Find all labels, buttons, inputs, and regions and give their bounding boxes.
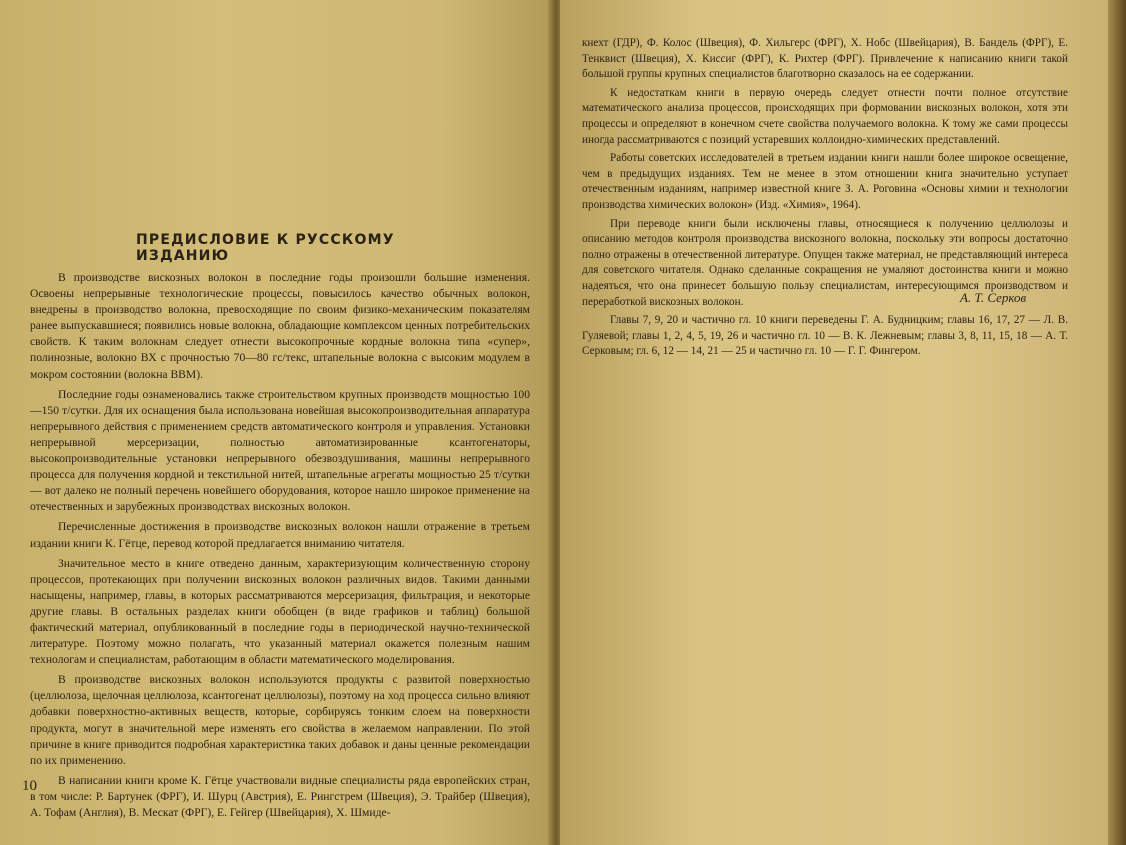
page-number: 10 — [22, 778, 37, 794]
paragraph: К недостаткам книги в первую очередь следует отнести почти полное отсутствие математического анализа процессов, происходящих при формовании вискозных волокон, хотя эти процессы и определяют в конечном счете свойства получаемого волокна. К тому же сами процессы иногда рассматриваются с позиций устаревших коллоидно-химических представлений. — [582, 86, 1068, 146]
paragraph: Значительное место в книге отведено данным, характеризующим количественную сторону процессов, протекающих при получении вискозных волокон различных видов. Такими данными насыщены, например, главы, в которых рассматриваются мерсеризация, фильтрация, и некоторые другие главы. В остальных разделах книги обобщен (в виде графиков и таблиц) большой фактический материал, опубликованный в последние годы в периодической научно-технической литературе. Поэтому можно полагать, что указанный материал окажется полезным нашим технологам и специалистам, работающим в области математического моделирования. — [30, 556, 530, 667]
book-edge — [1108, 0, 1126, 845]
paragraph: Работы советских исследователей в третьем издании книги нашли более широкое освещение, чем в предыдущих изданиях. Тем не менее в этом отношении книга значительно уступает отечественным изданиям, например известной книге З. А. Роговина «Основы химии и технологии производства химических волокон» (Изд. «Химия», 1964). — [582, 152, 1068, 211]
paragraph: кнехт (ГДР), Ф. Колос (Швеция), Ф. Хильгерс (ФРГ), Х. Нобс (Швейцария), В. Бандель (ФРГ), Е. Тенквист (Швеция), Х. Киссиг (ФРГ), К. Рихтер (ФРГ). Привлечение к написанию книги такой большой группы крупных специалистов благотворно сказалось на ее содержании. — [582, 37, 1068, 81]
paragraph: Главы 7, 9, 20 и частично гл. 10 книги переведены Г. А. Будницким; главы 16, 17, 27 — Л. В. Гуляевой; главы 1, 2, 4, 5, 19, 26 и частично гл. 10 — В. К. Лежневым; главы 3, 8, 11, 15, 18 — А. Т. Серковым; гл. 6, 12 — 14, 21 — 25 и частично гл. 10 — Г. Г. Фингером. — [582, 314, 1068, 358]
paragraph: Последние годы ознаменовались также строительством крупных производств мощностью 100—150 т/сутки. Для их оснащения была использована новейшая высокопроизводительная аппаратура непрерывного действия с применением средств автоматического контроля и управления. Установки непрерывной мерсеризации, полностью автоматизированные ксантогенаторы, высокопроизводительные установки непрерывного обезвоздушивания, машины непрерывного процесса для получения кордной и текстильной нитей, штапельные агрегаты мощностью 25 т/сутки — вот далеко не полный перечень новейшего оборудования, которое нашло широкое применение на отечественных и зарубежных производствах вискозных волокон. — [30, 387, 530, 514]
page-heading: ПРЕДИСЛОВИЕ К РУССКОМУ ИЗДАНИЮ — [136, 232, 395, 264]
paragraph: При переводе книги были исключены главы, относящиеся к получению целлюлозы и описанию методов контроля производства вискозного волокна, поскольку эти вопросы достаточно полно отражены в отечественной литературе. Опущен также материал, не представляющий интереса для советского читателя. Однако сделанные сокращения не умаляют достоинства книги и можно надеяться, что она принесет большую пользу специалистам, интересующимся производством и переработкой вискозных волокон. — [582, 217, 1068, 308]
author-signature: А. Т. Серков — [960, 290, 1027, 305]
paragraph: В производстве вискозных волокон в последние годы произошли большие изменения. Освоены непрерывные технологические процессы, повысилось качество обычных волокон, внедрены в производство волокна, превосходящие по своим физико-механическим показателям ранее выпускавшиеся; появились новые волокна, обладающие комплексом ценных потребительских свойств. К таким волокнам следует отнести высокопрочные кордные волокна типа «супер», полинозные, волокно ВХ с прочностью 70—80 гс/текс, штапельные волокна с высоким модулем в мокром состоянии (волокна ВВМ). — [30, 271, 530, 381]
right-page — [560, 0, 1112, 845]
paragraph: В написании книги кроме К. Гётце участвовали видные специалисты ряда европейских стран, в том числе: Р. Бартунек (ФРГ), И. Шурц (Австрия), Е. Рингстрем (Швеция), Э. Трайбер (Швеция), А. Тофам (Англия), В. Мескат (ФРГ), Е. Гейгер (Швейцария), Х. Шмиде- — [30, 773, 530, 819]
left-page — [0, 0, 552, 845]
left-page-body — [30, 270, 530, 821]
paragraph: Перечисленные достижения в производстве вискозных волокон нашли отражение в третьем издании книги К. Гётце, перевод которой предлагается вниманию читателя. — [30, 520, 530, 550]
right-page-body — [582, 36, 1068, 360]
paragraph: В производстве вискозных волокон используются продукты с развитой поверхностью (целлюлоза, щелочная целлюлоза, ксантогенат целлюлозы), поэтому на ход процесса сильно влияют добавки поверхностно-активных веществ, которые, сорбируясь тонким слоем на поверхности продукта, могут в значительной мере изменять его свойства в желаемом направлении. По этой причине в книге приводится подробная характеристика таких добавок и даны ценные рекомендации по их применению. — [30, 673, 530, 767]
